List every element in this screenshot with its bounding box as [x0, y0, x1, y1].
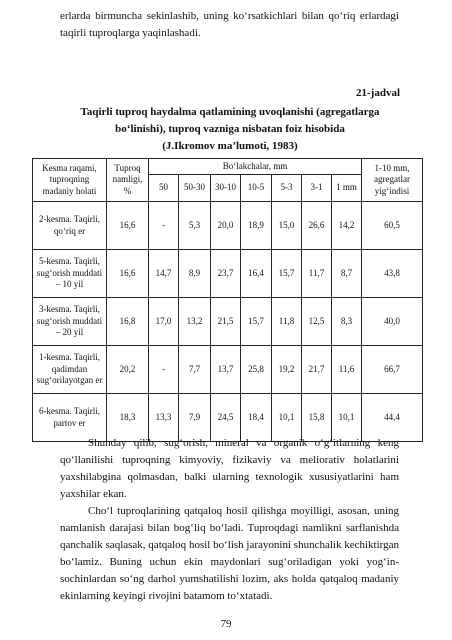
row-aggregate-index: 44,4	[362, 394, 423, 442]
row-fraction-value: -	[149, 346, 179, 394]
header-fractions: Bo‘lakchalar, mm	[149, 159, 362, 175]
paragraph-2: Cho‘l tuproqlarining qatqaloq hosil qilishga moyilligi, asosan, uning namlanish darajasi bilan bog‘liq bo‘ladi. Tuproqdagi namlikni sarflanishda qanchalik saqlasak, qatqaloq hosil bo‘lish jarayonini shunchalik kechiktirgan bo‘lamiz. Buning uchun ekin maydonlari sug‘oriladigan yoki yog‘in-sochinlardan so‘ng darhol yumshatilishi lozim, aks holda qatqaloq madaniy ekinlarning keyingi rivojini batamom to‘xtatadi.	[60, 505, 399, 602]
row-fraction-value: 10,1	[332, 394, 362, 442]
row-fraction-value: 24,5	[211, 394, 241, 442]
paragraph-1: Shunday qilib, sug‘orish, mineral va organik o‘g‘itlarning keng qo‘llanilishi tuproqning kimyoviy, fizikaviy va meliorativ holatlarini yaxshilabgina qolmasdan, balki ularning texnologik xususiyatlarini ham yaxshilar ekan.	[60, 437, 399, 500]
row-fraction-value: 18,4	[241, 394, 272, 442]
row-moisture: 18,3	[107, 394, 149, 442]
row-fraction-value: 15,0	[272, 202, 302, 250]
table-title-source: (J.Ikromov ma’lumoti, 1983)	[162, 140, 298, 152]
row-fraction-value: 16,4	[241, 250, 272, 298]
row-fraction-value: 15,7	[272, 250, 302, 298]
row-moisture: 16,6	[107, 202, 149, 250]
header-fraction: 3-1	[302, 175, 332, 202]
row-fraction-value: 18,9	[241, 202, 272, 250]
table-number: 21-jadval	[356, 87, 400, 99]
row-fraction-value: -	[149, 202, 179, 250]
header-aggregate-index: 1-10 mm, agregatlar yig‘indisi	[362, 159, 423, 202]
row-fraction-value: 15,7	[241, 298, 272, 346]
page-number: 79	[220, 618, 232, 630]
row-section-name: 5-kesma. Taqirli, sug‘orish muddati – 10 yil	[33, 250, 107, 298]
intro-paragraph: erlarda birmuncha sekinlashib, uning ko‘rsatkichlari bilan qo‘riq erlardagi taqirli tuproqlarga yaqinlashadi.	[60, 10, 399, 39]
row-fraction-value: 11,8	[272, 298, 302, 346]
header-fraction: 5-3	[272, 175, 302, 202]
row-fraction-value: 12,5	[302, 298, 332, 346]
data-table	[32, 158, 423, 442]
header-section: Kesma raqami, tuproqning madaniy holati	[33, 159, 107, 202]
header-fraction: 50	[149, 175, 179, 202]
row-fraction-value: 8,7	[332, 250, 362, 298]
row-aggregate-index: 40,0	[362, 298, 423, 346]
row-fraction-value: 14,7	[149, 250, 179, 298]
row-fraction-value: 13,7	[211, 346, 241, 394]
row-fraction-value: 8,3	[332, 298, 362, 346]
header-moisture: Tuproq namligi, %	[107, 159, 149, 202]
row-section-name: 2-kesma. Taqirli, qo‘riq er	[33, 202, 107, 250]
row-fraction-value: 26,6	[302, 202, 332, 250]
row-fraction-value: 13,2	[179, 298, 211, 346]
header-fraction: 10-5	[241, 175, 272, 202]
body-text	[60, 435, 399, 605]
row-section-name: 3-kesma. Taqirli, sug‘orish muddati – 20 yil	[33, 298, 107, 346]
header-fraction: 30-10	[211, 175, 241, 202]
row-fraction-value: 15,8	[302, 394, 332, 442]
row-moisture: 16,8	[107, 298, 149, 346]
row-fraction-value: 25,8	[241, 346, 272, 394]
table-row	[33, 202, 423, 250]
row-fraction-value: 20,0	[211, 202, 241, 250]
row-fraction-value: 10,1	[272, 394, 302, 442]
table-row	[33, 250, 423, 298]
row-fraction-value: 5,3	[179, 202, 211, 250]
row-moisture: 16,6	[107, 250, 149, 298]
table-row	[33, 346, 423, 394]
table-row	[33, 298, 423, 346]
header-fraction: 50-30	[179, 175, 211, 202]
row-fraction-value: 7,9	[179, 394, 211, 442]
row-fraction-value: 13,3	[149, 394, 179, 442]
row-fraction-value: 21,7	[302, 346, 332, 394]
row-aggregate-index: 60,5	[362, 202, 423, 250]
row-fraction-value: 11,7	[302, 250, 332, 298]
row-fraction-value: 11,6	[332, 346, 362, 394]
row-section-name: 1-kesma. Taqirli, qadimdan sug‘orilayotgan er	[33, 346, 107, 394]
row-moisture: 20,2	[107, 346, 149, 394]
row-fraction-value: 23,7	[211, 250, 241, 298]
row-fraction-value: 19,2	[272, 346, 302, 394]
row-fraction-value: 21,5	[211, 298, 241, 346]
row-aggregate-index: 66,7	[362, 346, 423, 394]
row-section-name: 6-kesma. Taqirli, partov er	[33, 394, 107, 442]
table-title	[60, 104, 400, 155]
row-fraction-value: 7,7	[179, 346, 211, 394]
row-fraction-value: 17,0	[149, 298, 179, 346]
row-fraction-value: 8,9	[179, 250, 211, 298]
table-title-main: Taqirli tuproq haydalma qatlamining uvoqlanishi (agregatlarga bo‘linishi), tuproq vazniga nisbatan foiz hisobida	[80, 106, 380, 135]
row-fraction-value: 14,2	[332, 202, 362, 250]
row-aggregate-index: 43,8	[362, 250, 423, 298]
header-fraction: 1 mm	[332, 175, 362, 202]
